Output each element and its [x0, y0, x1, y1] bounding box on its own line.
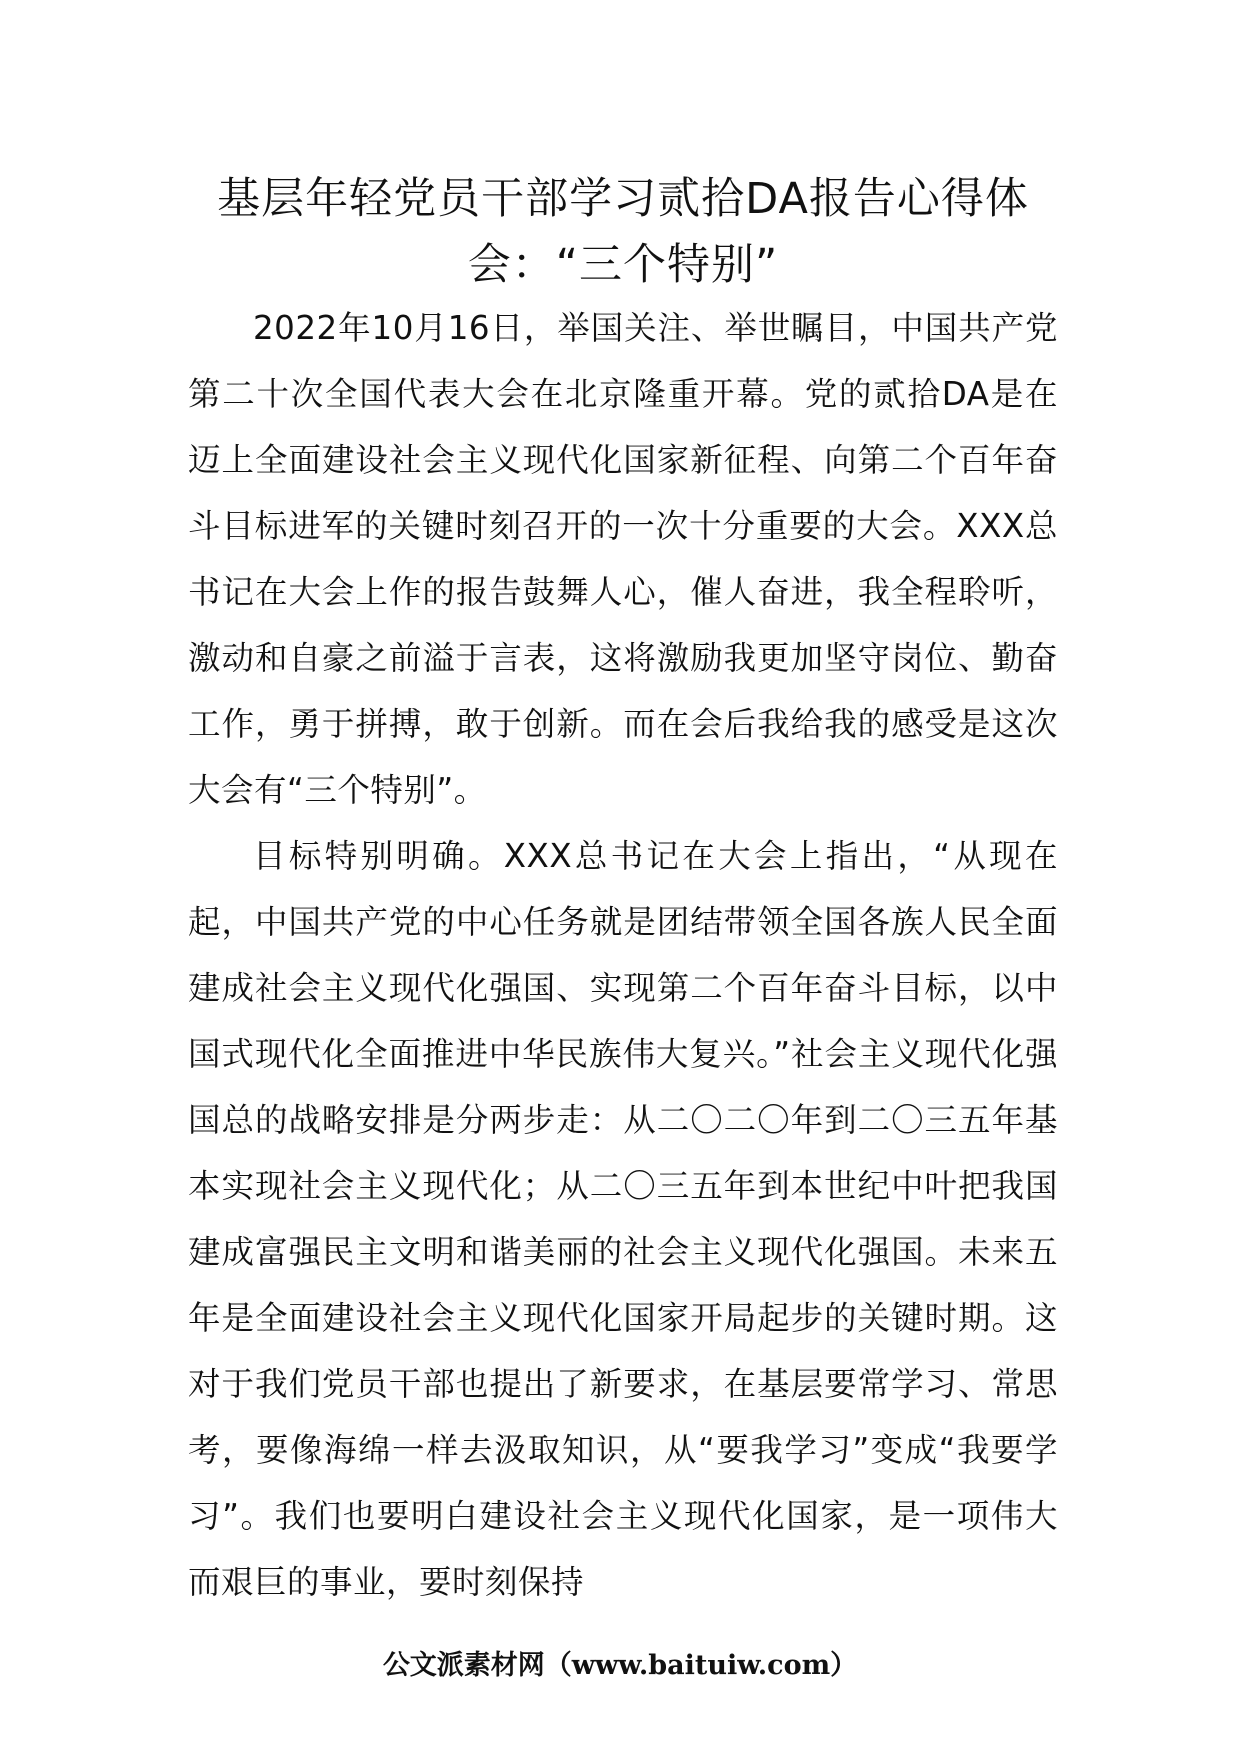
paragraph-intro: 2022年10月16日，举国关注、举世瞩目，中国共产党第二十次全国代表大会在北京隆重开幕。党的贰拾DA是在迈上全面建设社会主义现代化国家新征程、向第二个百年奋斗目标进军的关键时刻召开的一次十分重要的大会。XXX总书记在大会上作的报告鼓舞人心，催人奋进，我全程聆听，激动和自豪之前溢于言表，这将激励我更加坚守岗位、勤奋工作，勇于拼搏，敢于创新。而在会后我给我的感受是这次大会有“三个特别”。: [188, 309, 1058, 809]
document-body: [188, 295, 1058, 1615]
paragraph-goal: 目标特别明确。XXX总书记在大会上指出，“从现在起，中国共产党的中心任务就是团结带领全国各族人民全面建成社会主义现代化强国、实现第二个百年奋斗目标，以中国式现代化全面推进中华民族伟大复兴。”社会主义现代化强国总的战略安排是分两步走：从二〇二〇年到二〇三五年基本实现社会主义现代化；从二〇三五年到本世纪中叶把我国建成富强民主文明和谐美丽的社会主义现代化强国。未来五年是全面建设社会主义现代化国家开局起步的关键时期。这对于我们党员干部也提出了新要求，在基层要常学习、常思考，要像海绵一样去汲取知识，从“要我学习”变成“我要学习”。我们也要明白建设社会主义现代化国家，是一项伟大而艰巨的事业，要时刻保持: [188, 837, 1058, 1601]
document-title: 基层年轻党员干部学习贰拾DA报告心得体会：“三个特别”: [217, 174, 1029, 290]
source-watermark: 公文派素材网（www.baituiw.com）: [382, 1650, 858, 1681]
